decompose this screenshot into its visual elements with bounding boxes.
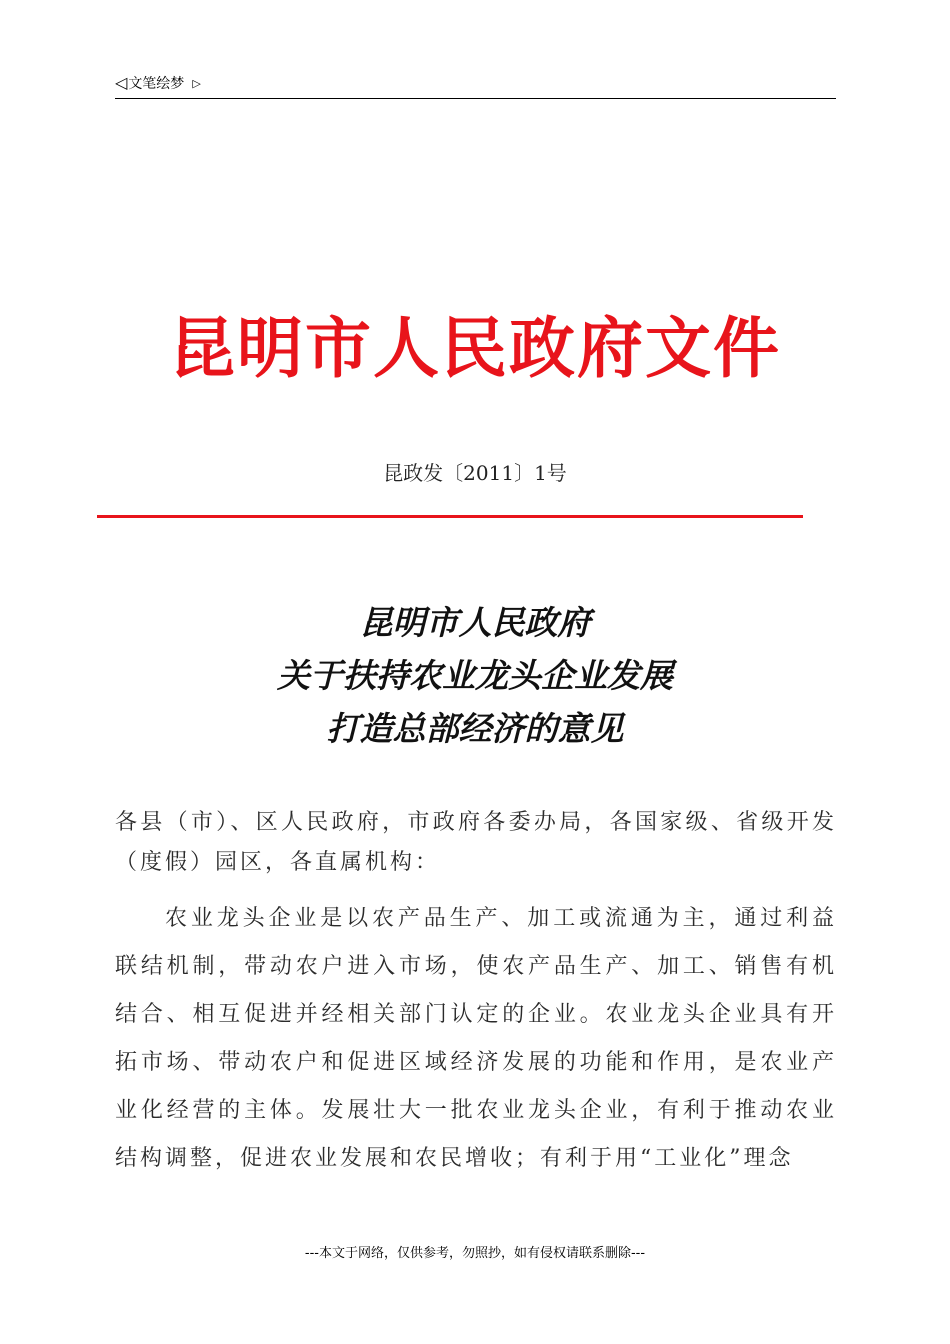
salutation: 各县（市）、区人民政府，市政府各委办局，各国家级、省级开发（度假）园区，各直属机构：: [115, 810, 837, 875]
document-number: 昆政发〔2011〕1号: [383, 461, 567, 485]
red-divider: [97, 515, 803, 518]
document-body: [115, 803, 837, 1183]
issuer-title: 昆明市人民政府文件: [169, 309, 781, 387]
body-paragraph: 农业龙头企业是以农产品生产、加工或流通为主，通过利益联结机制，带动农户进入市场，使农产品生产、加工、销售有机结合、相互促进并经相关部门认定的企业。农业龙头企业具有开拓市场、带动农户和促进区域经济发展的功能和作用，是农业产业化经营的主体。发展壮大一批农业龙头企业，有利于推动农业结构调整，促进农业发展和农民增收；有利于用“工业化”理念: [115, 906, 837, 1171]
footer-disclaimer: ---本文于网络，仅供参考，勿照抄，如有侵权请联系删除---: [304, 1246, 646, 1261]
subtitle-line: 打造总部经济的意见: [326, 709, 624, 748]
subtitle-line: 昆明市人民政府: [359, 603, 591, 642]
header-brand: 文笔绘梦: [128, 76, 185, 92]
subtitle-line: 关于扶持农业龙头企业发展: [277, 656, 673, 695]
left-triangle-icon: ◁: [115, 73, 128, 92]
document-subtitle: [0, 596, 950, 755]
page-header: [115, 72, 836, 99]
right-triangle-icon: ▷: [192, 77, 201, 90]
